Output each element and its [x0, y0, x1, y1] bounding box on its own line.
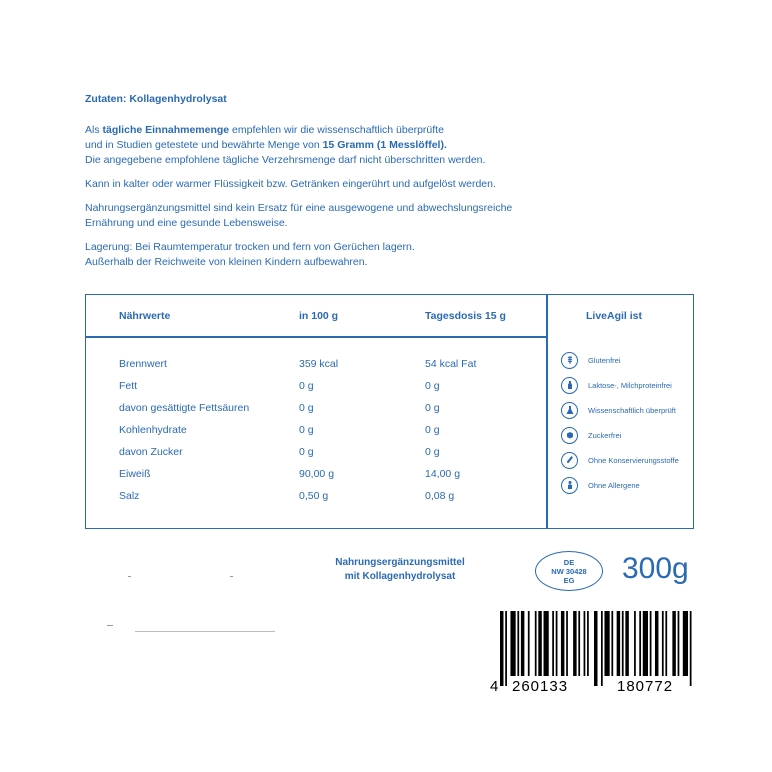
barcode-bar — [678, 611, 680, 676]
barcode-bar — [672, 611, 675, 676]
intake-line-3: Die angegebene empfohlene tägliche Verzehrsmenge darf nicht überschritten werden. — [85, 154, 486, 166]
property-gluten-free: Glutenfrei — [561, 351, 621, 369]
intake-line-2: und in Studien getestete und bewährte Menge von 15 Gramm (1 Messlöffel). — [85, 139, 447, 151]
product-line-1: Nahrungsergänzungsmittel — [335, 557, 465, 568]
header-daily-dose: Tagesdosis 15 g — [425, 310, 506, 322]
wheat-icon — [561, 352, 578, 369]
eu-identification-seal: DE NW 30428 EG — [535, 551, 603, 591]
barcode-bar — [611, 611, 613, 676]
barcode-bar — [683, 611, 688, 676]
ean-barcode — [500, 611, 695, 686]
row-name: Salz — [119, 490, 140, 502]
barcode-bar — [561, 611, 564, 676]
row-per100: 0 g — [299, 446, 314, 458]
properties-title: LiveAgil ist — [586, 310, 643, 322]
row-daily: 54 kcal Fat — [425, 358, 477, 370]
barcode-bar — [643, 611, 648, 676]
flask-icon — [561, 402, 578, 419]
barcode-bar — [505, 611, 507, 686]
property-no-preservatives: Ohne Konservierungsstoffe — [561, 451, 679, 469]
net-weight: 300g — [622, 552, 689, 585]
barcode-bar — [690, 611, 692, 686]
barcode-bar — [538, 611, 541, 676]
milk-bottle-icon — [561, 377, 578, 394]
header-per-100g: in 100 g — [299, 310, 339, 322]
barcode-bar — [552, 611, 554, 676]
storage-line-1: Lagerung: Bei Raumtemperatur trocken und fern von Gerüchen lagern. — [85, 241, 415, 253]
barcode-bar — [639, 611, 641, 676]
row-daily: 0,08 g — [425, 490, 455, 502]
row-per100: 0 g — [299, 424, 314, 436]
table-header-rule — [85, 336, 547, 338]
product-line-2: mit Kollagenhydrolysat — [344, 571, 456, 582]
barcode-bar — [500, 611, 503, 686]
barcode-bar — [662, 611, 664, 676]
ingredients-heading: Zutaten: Kollagenhydrolysat — [85, 93, 227, 105]
barcode-bar — [655, 611, 658, 676]
barcode-bar — [604, 611, 609, 676]
barcode-bar — [517, 611, 519, 676]
row-name: davon Zucker — [119, 446, 183, 458]
storage-line-2: Außerhalb der Reichweite von kleinen Kindern aufbewahren. — [85, 256, 368, 268]
table-divider — [546, 294, 548, 529]
row-daily: 0 g — [425, 424, 440, 436]
property-scientifically-tested: Wissenschaftlich überprüft — [561, 401, 676, 419]
barcode-digits-right: 180772 — [617, 678, 674, 695]
intake-line-1: Als tägliche Einnahmemenge empfehlen wir die wissenschaftlich überprüfte — [85, 124, 444, 136]
barcode-bar — [556, 611, 558, 676]
row-name: Eiweiß — [119, 468, 151, 480]
barcode-bar — [578, 611, 580, 676]
barcode-bar — [617, 611, 620, 676]
barcode-bar — [535, 611, 537, 676]
property-lactose-free: Laktose-, Milchproteinfrei — [561, 376, 672, 394]
barcode-bar — [573, 611, 576, 676]
disclaimer-line-2: Ernährung und eine gesunde Lebensweise. — [85, 217, 288, 229]
barcode-digits-left: 260133 — [512, 678, 569, 695]
barcode-bar — [528, 611, 530, 676]
row-name: davon gesättigte Fettsäuren — [119, 402, 250, 414]
test-tube-icon — [561, 452, 578, 469]
property-no-allergens: Ohne Allergene — [561, 476, 640, 494]
sugar-cube-icon — [561, 427, 578, 444]
barcode-bar — [622, 611, 624, 676]
barcode-bar — [587, 611, 589, 676]
row-name: Kohlenhydrate — [119, 424, 187, 436]
barcode-bar — [521, 611, 524, 676]
row-per100: 359 kcal — [299, 358, 339, 370]
disclaimer-line-1: Nahrungsergänzungsmittel sind kein Ersatz für eine ausgewogene und abwechslungsreiche — [85, 202, 513, 214]
row-name: Fett — [119, 380, 138, 392]
row-per100: 90,00 g — [299, 468, 335, 480]
row-daily: 0 g — [425, 446, 440, 458]
row-per100: 0,50 g — [299, 490, 329, 502]
barcode-bar — [594, 611, 597, 686]
barcode-bar — [601, 611, 603, 686]
person-icon — [561, 477, 578, 494]
row-daily: 0 g — [425, 402, 440, 414]
barcode-bar — [665, 611, 667, 676]
preparation-text: Kann in kalter oder warmer Flüssigkeit bzw. Getränken eingerührt und aufgelöst werden. — [85, 178, 496, 190]
row-per100: 0 g — [299, 402, 314, 414]
barcode-bar — [566, 611, 568, 676]
barcode-bar — [544, 611, 549, 676]
barcode-bar — [650, 611, 652, 676]
property-sugar-free: Zuckerfrei — [561, 426, 621, 444]
row-name: Brennwert — [119, 358, 167, 370]
barcode-bar — [625, 611, 628, 676]
print-speck — [107, 625, 113, 626]
row-per100: 0 g — [299, 380, 314, 392]
barcode-bar — [634, 611, 636, 676]
print-speck — [135, 631, 275, 632]
print-speck — [128, 576, 131, 577]
barcode-digit-first: 4 — [490, 678, 500, 695]
print-speck — [230, 576, 233, 577]
header-naehrwerte: Nährwerte — [119, 310, 171, 322]
row-daily: 0 g — [425, 380, 440, 392]
barcode-bar — [584, 611, 586, 676]
barcode-bar — [510, 611, 515, 676]
row-daily: 14,00 g — [425, 468, 461, 480]
